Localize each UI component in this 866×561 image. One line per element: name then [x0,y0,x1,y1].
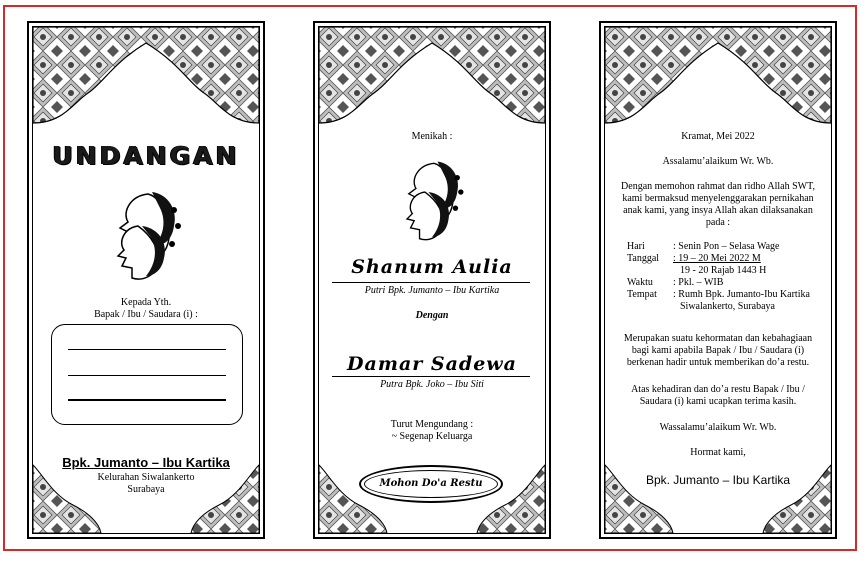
recipient-address-box[interactable] [51,324,243,425]
top-ornament [601,23,835,133]
groom-parents: Putra Bpk. Joko – Ibu Siti [380,379,484,390]
married-heading: Menikah : [411,131,453,142]
host-name: Bpk. Jumanto – Ibu Kartika [62,455,230,470]
intro-line: anak kami, yang insya Allah akan dilaksanakan [623,205,813,216]
bottom-ornament [29,445,263,537]
wayang-faces-icon [108,186,186,286]
detail-row-day: Hari : Senin Pon – Selasa Wage [627,241,780,252]
thanks-line: Saudara (i) kami ucapkan terima kasih. [639,396,797,407]
honor-line: bagi kami apabila Bapak / Ibu / Saudara (i) [631,345,805,356]
bride-parents: Putri Bpk. Jumanto – Ibu Kartika [364,285,500,296]
intro-line: Dengan memohon rahmat dan ridho Allah SWT, [621,181,815,192]
top-ornament [315,23,549,133]
cover-panel [27,21,265,539]
address-line [68,399,226,401]
groom-name: Damar Sadewa [347,353,517,375]
place-date: Kramat, Mei 2022 [681,131,755,142]
invited-by-label: Turut Mengundang : [390,419,474,430]
top-ornament [29,23,263,133]
divider-line [332,282,530,283]
detail-row-venue: Tempat : Rumh Bpk. Jumanto-Ibu Kartika [627,289,810,300]
address-line [68,375,226,376]
recipient-sublabel: Bapak / Ibu / Saudara (i) : [94,309,198,320]
detail-row-time: Waktu : Pkl. – WIB [627,277,724,288]
invitation-title: UNDANGAN [52,141,240,170]
blessing-text: Mohon Do'a Restu [379,478,483,489]
wayang-faces-icon [398,156,468,246]
details-panel [599,21,837,539]
signature: Bpk. Jumanto – Ibu Kartika [645,473,791,487]
honor-line: berkenan hadir untuk memberikan do’a restu. [626,357,810,368]
recipient-label: Kepada Yth. [120,297,172,308]
detail-row-hijri: 19 - 20 Rajab 1443 H [680,265,767,276]
conjunction-text: Dengan [415,310,449,321]
host-city: Surabaya [127,484,165,495]
intro-line: kami bermaksud menyelenggarakan pernikahan [622,193,814,204]
event-details [627,241,810,313]
address-line [68,349,226,350]
bride-name: Shanum Aulia [351,256,513,278]
greeting: Assalamu’alaikum Wr. Wb. [662,156,774,167]
invited-family: ~ Segenap Keluarga [391,431,473,442]
intro-line: pada : [705,217,731,228]
detail-row-date: Tanggal : 19 – 20 Mei 2022 M [627,253,761,264]
honor-line: Merupakan suatu kehormatan dan kebahagiaan [623,333,813,344]
closing-greeting: Wassalamu’alaikum Wr. Wb. [659,422,777,433]
detail-row-venue-address: Siwalankerto, Surabaya [680,301,775,312]
couple-panel [313,21,551,539]
bottom-ornament [315,445,549,537]
regards: Hormat kami, [690,447,746,458]
bottom-ornament [601,445,835,537]
divider-line [332,376,530,377]
host-village: Kelurahan Siwalankerto [97,472,195,483]
thanks-line: Atas kehadiran dan do’a restu Bapak / Ibu / [631,384,805,395]
